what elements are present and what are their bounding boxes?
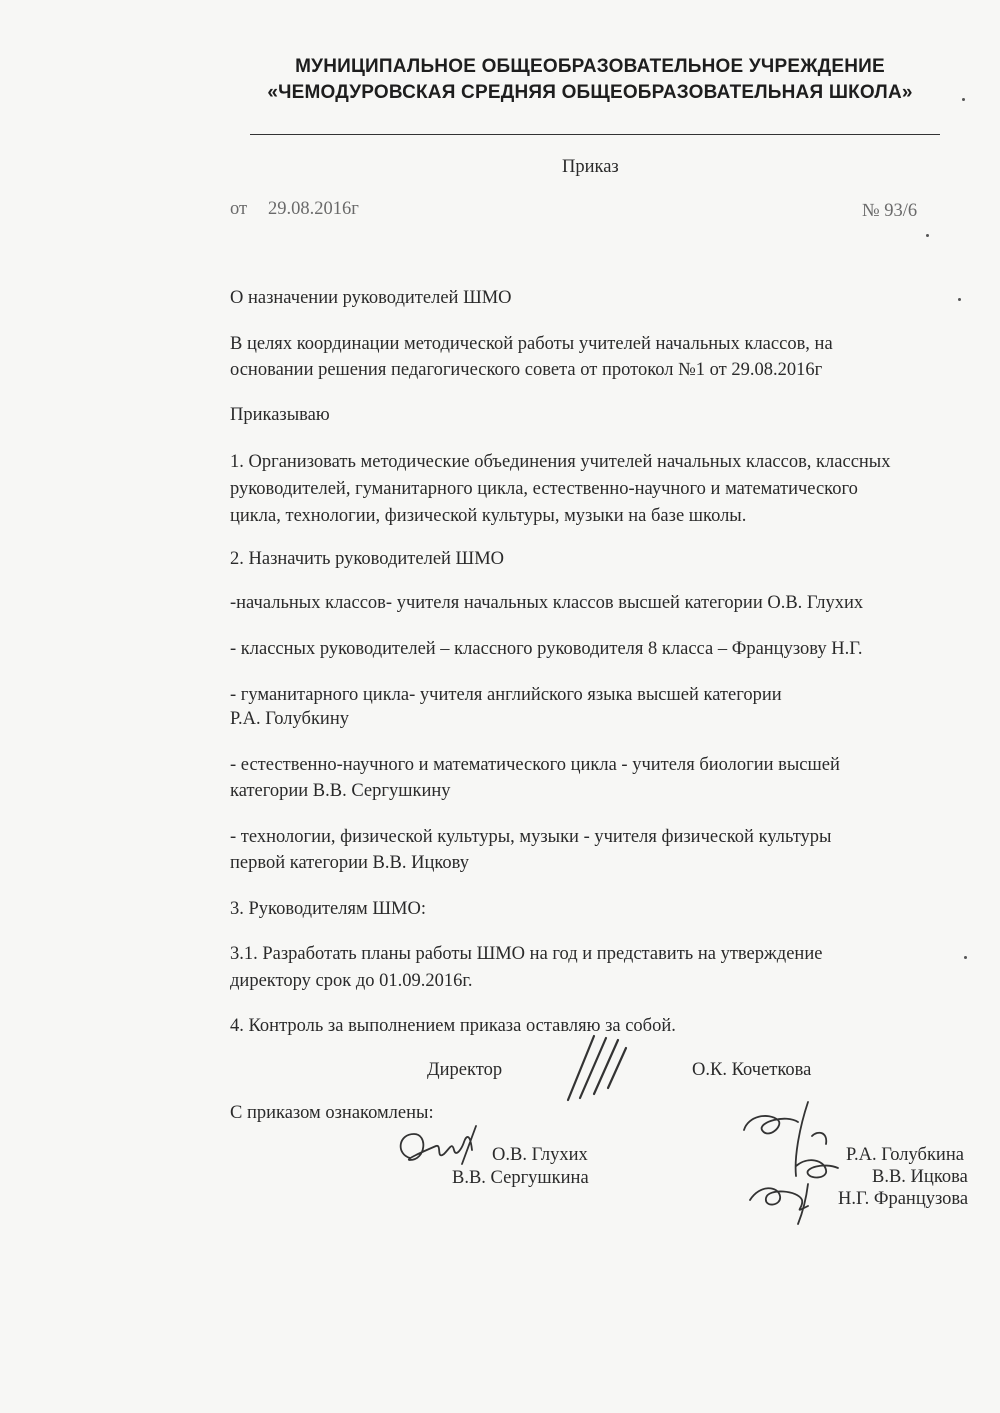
order-number: № 93/6 bbox=[862, 201, 918, 221]
item-3: 3. Руководителям ШМО: bbox=[230, 899, 426, 919]
scan-speck bbox=[958, 298, 961, 301]
item-2-a: -начальных классов- учителя начальных классов высшей категории О.В. Глухих bbox=[230, 593, 864, 613]
item-2-c-line-2: Р.А. Голубкину bbox=[230, 709, 349, 729]
director-name: О.К. Кочеткова bbox=[692, 1060, 812, 1080]
ack-right-name-2: В.В. Ицкова bbox=[872, 1167, 968, 1187]
order-date-prefix: от bbox=[230, 199, 248, 219]
item-3-1-line-2: директору срок до 01.09.2016г. bbox=[230, 971, 473, 991]
ack-right-name-1: Р.А. Голубкина bbox=[846, 1145, 964, 1165]
order-subject: О назначении руководителей ШМО bbox=[230, 288, 512, 308]
order-word: Приказываю bbox=[230, 405, 330, 425]
director-label: Директор bbox=[427, 1060, 503, 1080]
item-2-d-line-1: - естественно-научного и математического цикла - учителя биологии высшей bbox=[230, 755, 840, 775]
ack-left-name-2: В.В. Сергушкина bbox=[452, 1168, 589, 1188]
item-2-b: - классных руководителей – классного руководителя 8 класса – Французову Н.Г. bbox=[230, 639, 863, 659]
header-divider bbox=[250, 134, 940, 135]
scan-speck bbox=[926, 234, 929, 237]
item-2-e-line-1: - технологии, физической культуры, музыки - учителя физической культуры bbox=[230, 827, 832, 847]
item-3-1-line-1: 3.1. Разработать планы работы ШМО на год и представить на утверждение bbox=[230, 944, 823, 964]
director-signature bbox=[560, 1028, 640, 1108]
header-line-2: «ЧЕМОДУРОВСКАЯ СРЕДНЯЯ ОБЩЕОБРАЗОВАТЕЛЬНАЯ ШКОЛА» bbox=[267, 82, 913, 103]
item-1-line-3: цикла, технологии, физической культуры, музыки на базе школы. bbox=[230, 506, 747, 526]
item-2: 2. Назначить руководителей ШМО bbox=[230, 549, 505, 569]
item-1-line-2: руководителей, гуманитарного цикла, естественно-научного и математического bbox=[230, 479, 858, 499]
item-2-e-line-2: первой категории В.В. Ицкову bbox=[230, 853, 470, 873]
scan-speck bbox=[962, 98, 965, 101]
item-2-c-line-1: - гуманитарного цикла- учителя английского языка высшей категории bbox=[230, 685, 782, 705]
scan-speck bbox=[964, 956, 967, 959]
ack-right-name-3: Н.Г. Французова bbox=[838, 1189, 969, 1209]
preamble-line-1: В целях координации методической работы учителей начальных классов, на bbox=[230, 334, 833, 354]
header-line-1: МУНИЦИПАЛЬНОЕ ОБЩЕОБРАЗОВАТЕЛЬНОЕ УЧРЕЖДЕНИЕ bbox=[295, 56, 885, 77]
item-2-d-line-2: категории В.В. Сергушкину bbox=[230, 781, 451, 801]
ack-left-name-1: О.В. Глухих bbox=[492, 1145, 588, 1165]
order-title: Приказ bbox=[562, 157, 619, 177]
preamble-line-2: основании решения педагогического совета от протокол №1 от 29.08.2016г bbox=[230, 360, 823, 380]
item-4: 4. Контроль за выполнением приказа оставляю за собой. bbox=[230, 1016, 676, 1036]
item-1-line-1: 1. Организовать методические объединения учителей начальных классов, классных bbox=[230, 452, 891, 472]
acquainted-label: С приказом ознакомлены: bbox=[230, 1103, 434, 1123]
order-date: 29.08.2016г bbox=[268, 199, 359, 219]
